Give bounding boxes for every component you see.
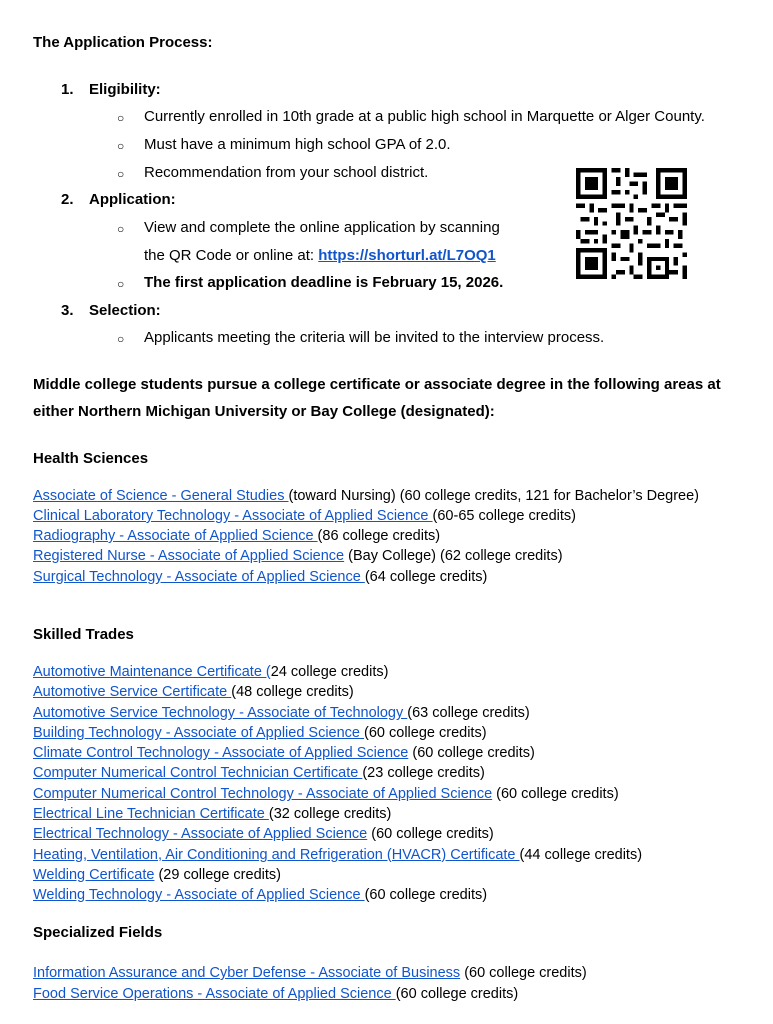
program-link[interactable]: Welding Certificate [33,867,155,883]
application-text: the QR Code or online at: [144,247,319,264]
program-credits: (60 college credits) [492,786,619,802]
eligibility-bullet: Currently enrolled in 10th grade at a public high school in Marquette or Alger County. [144,108,705,125]
step-label-selection: Selection: [89,302,161,319]
step-number: 2. [61,191,74,208]
program-line [33,824,494,844]
program-line [33,885,487,905]
program-line [33,546,563,566]
program-link[interactable]: Automotive Service Certificate [33,684,232,700]
program-line [33,784,619,804]
intro-line: either Northern Michigan University or Bay College (designated): [33,403,495,420]
bullet-icon: ○ [117,332,125,346]
section-heading-specialized-fields: Specialized Fields [33,924,163,941]
program-line [33,743,535,763]
deadline-text: The first application deadline is February 15, 2026. [144,274,504,291]
program-link[interactable]: Surgical Technology - Associate of Applied Science [33,569,365,585]
program-line [33,845,642,865]
program-credits: (44 college credits) [519,847,643,863]
bullet-icon: ○ [117,167,125,181]
program-credits: (64 college credits) [364,569,488,585]
program-line [33,506,576,526]
bullet-icon: ○ [117,111,125,125]
program-link[interactable]: Registered Nurse - Associate of Applied Science [33,548,345,564]
program-credits: (29 college credits) [154,867,281,883]
program-link[interactable]: Electrical Line Technician Certificate [33,806,269,822]
program-credits: (63 college credits) [407,705,530,721]
program-link[interactable]: Information Assurance and Cyber Defense - Associate of Business [33,965,461,981]
program-credits: (60 college credits) [364,887,488,903]
program-credits: (60-65 college credits) [432,508,576,524]
qr-code-icon[interactable] [576,168,687,279]
program-line [33,865,281,885]
program-credits: (60 college credits) [408,745,535,761]
program-credits: (23 college credits) [362,765,485,781]
bullet-icon: ○ [117,222,125,236]
program-credits: (60 college credits) [395,986,519,1002]
program-line [33,703,530,723]
section-heading-skilled-trades: Skilled Trades [33,626,134,643]
step-number: 1. [61,81,74,98]
program-link[interactable]: Automotive Service Technology - Associate of Technology [33,705,408,721]
program-link[interactable]: Clinical Laboratory Technology - Associate of Applied Science [33,508,433,524]
step-label-application: Application: [89,191,176,208]
program-line [33,682,354,702]
selection-bullet: Applicants meeting the criteria will be invited to the interview process. [144,329,605,346]
program-line [33,763,485,783]
eligibility-bullet: Recommendation from your school district. [144,164,429,181]
program-line [33,486,699,506]
program-credits: (60 college credits) [460,965,587,981]
program-link[interactable]: Food Service Operations - Associate of Applied Science [33,986,396,1002]
program-line [33,662,388,682]
program-credits: 24 college credits) [270,664,389,680]
bullet-icon: ○ [117,277,125,291]
program-link[interactable]: Heating, Ventilation, Air Conditioning and Refrigeration (HVACR) Certificate [33,847,520,863]
step-label-eligibility: Eligibility: [89,81,161,98]
program-line [33,567,487,587]
program-link[interactable]: Computer Numerical Control Technology - Associate of Applied Science [33,786,493,802]
application-bullet: View and complete the online application by scanning [144,219,500,236]
program-link[interactable]: Climate Control Technology - Associate of Applied Science [33,745,409,761]
program-link[interactable]: Welding Technology - Associate of Applied Science [33,887,365,903]
program-link[interactable]: Associate of Science - General Studies [33,488,289,504]
program-line [33,723,487,743]
page-title: The Application Process: [33,34,213,51]
program-credits: (60 college credits) [364,725,487,741]
bullet-icon: ○ [117,139,125,153]
program-line [33,984,518,1004]
section-heading-health-sciences: Health Sciences [33,450,149,467]
program-link[interactable]: Electrical Technology - Associate of Applied Science [33,826,368,842]
application-link[interactable]: https://shorturl.at/L7OQ1 [318,247,496,264]
program-link[interactable]: Radiography - Associate of Applied Science [33,528,318,544]
program-credits: (toward Nursing) (60 college credits, 121 for Bachelor’s Degree) [288,488,699,504]
program-link[interactable]: Computer Numerical Control Technician Certificate [33,765,363,781]
program-link[interactable]: Building Technology - Associate of Applied Science [33,725,365,741]
program-line [33,526,440,546]
program-line [33,804,391,824]
program-link[interactable]: Automotive Maintenance Certificate ( [33,664,271,680]
program-credits: (Bay College) (62 college credits) [344,548,563,564]
program-credits: (48 college credits) [231,684,354,700]
program-credits: (32 college credits) [268,806,392,822]
eligibility-bullet: Must have a minimum high school GPA of 2.0. [144,136,451,153]
program-credits: (60 college credits) [367,826,494,842]
intro-line: Middle college students pursue a college certificate or associate degree in the following areas at [33,376,721,393]
application-bullet-continued [144,247,496,264]
program-credits: (86 college credits) [317,528,441,544]
program-line [33,963,587,983]
step-number: 3. [61,302,74,319]
